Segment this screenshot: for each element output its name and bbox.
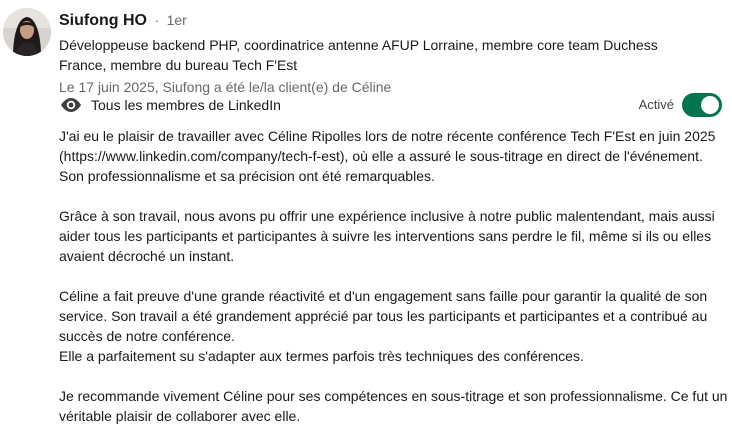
recommendation-line: Grâce à son travail, nous avons pu offrir une expérience inclusive à notre public malentendant, mais aussi: [59, 208, 715, 224]
profile-photo: [3, 8, 51, 56]
recommendation-line: avaient décroché un instant.: [59, 248, 235, 264]
visibility-row: [59, 93, 722, 117]
recommendation-paragraph: [59, 126, 724, 186]
recommendation-line: Son professionnalisme et sa précision ont été remarquables.: [59, 168, 435, 184]
recommendation-line: service. Son travail a été grandement apprécié par tous les participants et participantes et a contribué au: [59, 308, 708, 324]
recommendation-line: Je recommande vivement Céline pour ses compétences en sous-titrage et son professionnalisme. Ce fut un: [59, 388, 728, 404]
recommender-header: [59, 10, 724, 97]
connection-degree: 1er: [166, 12, 187, 28]
recommendation-line: Elle a parfaitement su s'adapter aux termes parfois très techniques des conférences.: [59, 348, 584, 364]
recommendation-paragraph: [59, 286, 724, 366]
relationship-text: Le 17 juin 2025, Siufong a été le/la client(e) de Céline: [59, 79, 392, 95]
toggle-status-label: Activé: [638, 97, 674, 112]
recommendation-line: Céline a fait preuve d'une grande réactivité et d'un engagement sans faille pour garantir la qualité de son: [59, 288, 708, 304]
recommendation-line: J'ai eu le plaisir de travailler avec Céline Ripolles lors de notre récente conférence Tech F'Est en juin 2025: [59, 128, 716, 144]
recommendation-line: véritable plaisir de collaborer avec elle.: [59, 408, 301, 424]
eye-icon: [59, 94, 83, 116]
recommendation-line: succès de notre conférence.: [59, 328, 235, 344]
recommendation-line: (https://www.linkedin.com/company/tech-f-est), où elle a assuré le sous-titrage en direct de l'événement.: [59, 148, 703, 164]
avatar[interactable]: [3, 8, 51, 56]
recommender-name[interactable]: Siufong HO: [59, 12, 147, 29]
recommendation-paragraph: [59, 386, 728, 426]
visibility-toggle[interactable]: [682, 93, 722, 117]
recommender-headline: Développeuse backend PHP, coordinatrice antenne AFUP Lorraine, membre core team Duchess France, membre du bureau Tech F'Est: [59, 37, 658, 73]
name-row: [59, 10, 724, 30]
recommendation-text: [59, 126, 728, 426]
recommendation-paragraph: [59, 206, 724, 266]
separator-dot: ·: [154, 12, 160, 28]
recommendation-line: aider tous les participants et participantes à suivre les interventions sans perdre le fil, même si ils ou elles: [59, 228, 712, 244]
toggle-knob: [701, 96, 719, 114]
visibility-label: Tous les membres de LinkedIn: [91, 97, 281, 113]
